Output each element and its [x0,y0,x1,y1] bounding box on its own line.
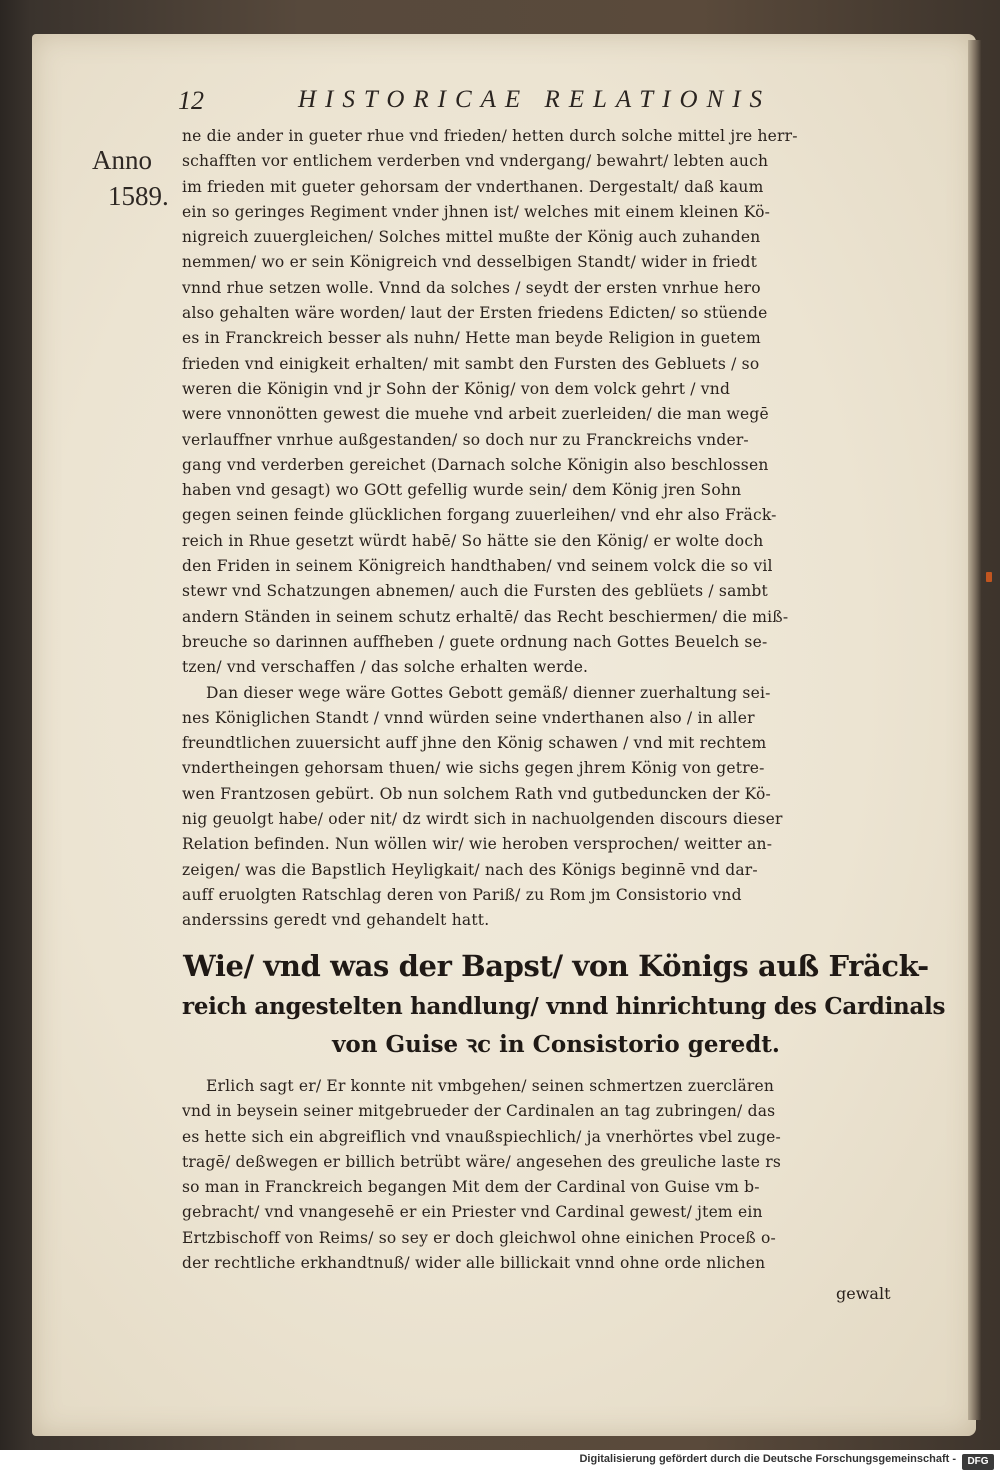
body-line: ein so geringes Regiment vnder jhnen ist/ welches mit einem kleinen Kö- [182,202,771,221]
body-line: Dan dieser wege wäre Gottes Gebott gemäß/ dienner zuerhaltung sei- [206,683,771,702]
body-line: gegen seinen feinde glücklichen forgang zuuerleihen/ vnd ehr also Fräck- [182,506,777,525]
section2-line: Ertzbischoff von Reims/ so sey er doch gleichwol ohne einichen Proceß o- [182,1228,776,1247]
body-line: zeigen/ was die Bapstlich Heyligkait/ nach des Königs beginnē vnd dar- [182,860,758,879]
paragraph-2 [182,681,930,934]
page-edge [968,40,982,1420]
body-line: wen Frantzosen gebürt. Ob nun solchem Rath vnd gutbeduncken der Kö- [182,784,771,803]
heading-line-2: reich angestelten handlung/ vnnd hinrichtung des Cardinals [182,993,946,1020]
margin-year: 1589. [108,181,169,211]
body-line: andern Ständen in seinem schutz erhaltē/ das Recht beschiermen/ die miß- [182,607,789,626]
section2-line: gebracht/ vnd vnangesehē er ein Priester vnd Cardinal gewest/ jtem ein [182,1203,763,1222]
body-line: schafften vor entlichem verderben vnd vndergang/ bewahrt/ lebten auch [182,152,769,171]
footer-credit: Digitalisierung gefördert durch die Deutsche Forschungsgemeinschaft - [579,1453,956,1465]
body-line: im frieden mit gueter gehorsam der vnderthanen. Dergestalt/ daß kaum [182,177,764,196]
body-line: were vnnonötten gewest die muehe vnd arbeit zuerleiden/ die man wegē [182,405,769,424]
dfg-logo: DFG [962,1454,994,1470]
heading-line-3: von Guise ꝛc in Consistorio geredt. [332,1031,780,1058]
body-text [182,124,930,934]
footer-bar [0,1450,1000,1474]
section2-line: vnd in beysein seiner mitgebrueder der Cardinalen an tag zubringen/ das [182,1102,776,1121]
body-line: weren die Königin vnd jr Sohn der König/ von dem volck gehrt / vnd [182,379,731,398]
section-2-text [182,1074,930,1276]
section2-line: Erlich sagt er/ Er konnte nit vmbgehen/ seinen schmertzen zuerclären [206,1077,775,1095]
paragraph-3 [182,1074,930,1276]
body-line: anderssins geredt vnd gehandelt hatt. [182,911,490,930]
body-line: tzen/ vnd verschaffen / das solche erhalten werde. [182,658,589,677]
body-line: nes Königlichen Standt / vnnd würden seine vnderthanen also / in aller [182,708,755,727]
body-line: gang vnd verderben gereichet (Darnach solche Königin also beschlossen [182,455,769,474]
section2-line: es hette sich ein abgreiflich vnd vnaußspiechlich/ ja vnerhörtes vbel zuge- [182,1127,781,1146]
heading-line-1: Wie/ vnd was der Bapst/ von Königs auß Fräck- [183,949,929,983]
running-title: HISTORICAE RELATIONIS [298,86,772,113]
body-line: also gehalten wäre worden/ laut der Ersten friedens Edicten/ so stüende [182,304,768,323]
body-line: reich in Rhue gesetzt würdt habē/ So hätte sie den König/ er wolte doch [182,531,764,550]
body-line: es in Franckreich besser als nuhn/ Hette man beyde Religion in guetem [182,329,761,348]
section-heading [182,944,946,1064]
body-line: den Friden in seinem Königreich handthaben/ vnd seinem volck die so vil [182,557,773,576]
body-line: nemmen/ wo er sein Königreich vnd desselbigen Standt/ wider in friedt [182,253,758,272]
section2-line: so man in Franckreich begangen Mit dem der Cardinal von Guise vm b- [182,1178,760,1197]
body-line: verlauffner vnrhue außgestanden/ so doch nur zu Franckreichs vnder- [182,430,749,449]
margin-note [92,142,172,214]
page-number: 12 [178,86,204,115]
body-line: nigreich zuuergleichen/ Solches mittel mußte der König auch zuhanden [182,228,761,247]
page-header [178,86,788,126]
margin-label: Anno [92,145,152,175]
body-line: breuche so darinnen auffheben / guete ordnung nach Gottes Beuelch se- [182,632,768,651]
body-line: vnnd rhue setzen wolle. Vnnd da solches / seydt der ersten vnrhue hero [182,278,761,297]
body-line: vndertheingen gehorsam thuen/ wie sichs gegen jhrem König von getre- [182,759,765,778]
edge-marker [986,572,992,582]
body-line: frieden vnd einigkeit erhalten/ mit sambt den Fursten des Gebluets / so [182,354,760,373]
section2-line: der rechtliche erkhandtnuß/ wider alle billickait vnnd ohne orde nlichen [182,1254,766,1273]
body-line: nig geuolgt habe/ oder nit/ dz wirdt sich in nachuolgenden discours dieser [182,810,783,829]
body-line: ne die ander in gueter rhue vnd frieden/ hetten durch solche mittel jre herr- [182,127,798,145]
body-line: freundtlichen zuuersicht auff jhne den König schawen / vnd mit rechtem [182,734,767,753]
body-line: stewr vnd Schatzungen abnemen/ auch die Fursten des geblüets / sambt [182,582,768,601]
body-line: Relation befinden. Nun wöllen wir/ wie heroben versprochen/ weitter an- [182,835,773,854]
catchword: gewalt [836,1284,891,1303]
body-line: haben vnd gesagt) wo GOtt gefellig wurde sein/ dem König jren Sohn [182,481,742,500]
paragraph-1 [182,124,930,681]
section2-line: tragē/ deßwegen er billich betrübt wäre/ angesehen des greuliche laste rs [182,1152,781,1171]
body-line: auff eruolgten Ratschlag deren von Pariß/ zu Rom jm Consistorio vnd [182,885,742,904]
